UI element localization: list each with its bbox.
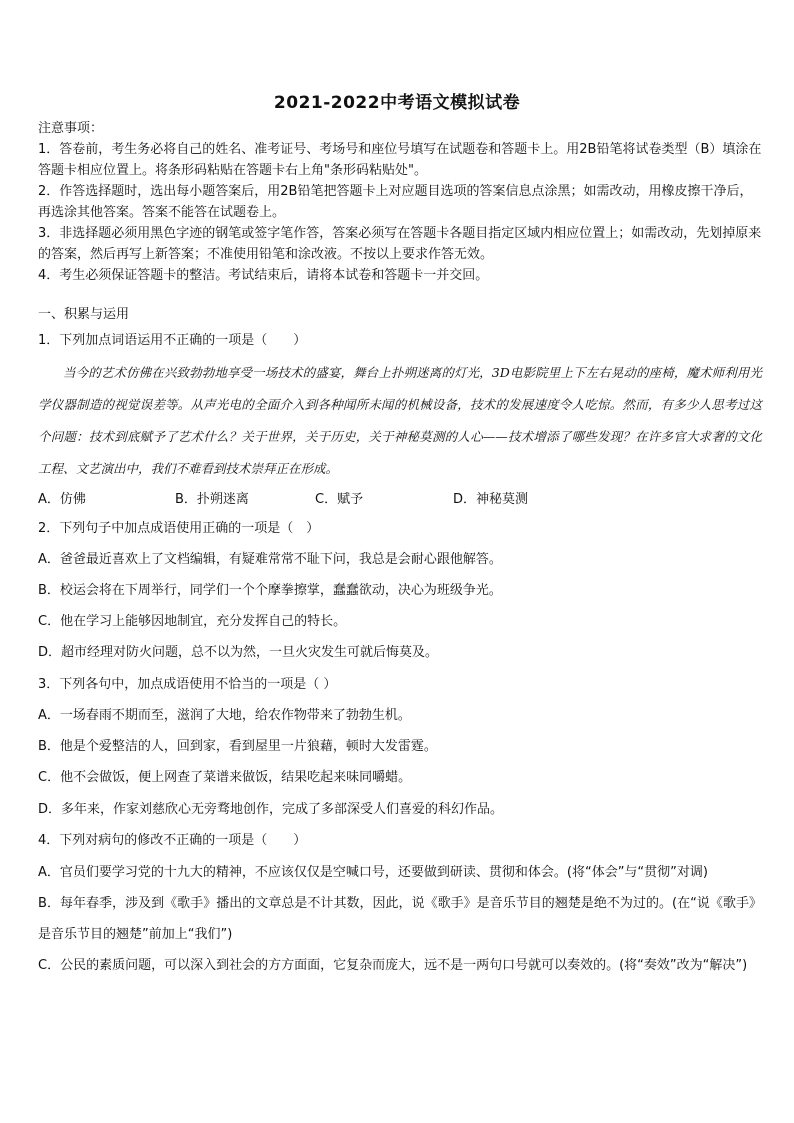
q1-option-b[interactable]: B．扑朔迷离 xyxy=(175,492,249,507)
question-1-stem: 1．下列加点词语运用不正确的一项是（ ） xyxy=(38,333,307,348)
question-4-stem: 4．下列对病句的修改不正确的一项是（ ） xyxy=(38,833,307,848)
section-heading: 一、积累与运用 xyxy=(38,307,130,322)
question-1-passage xyxy=(38,357,762,485)
notice-item-3: 3．非选择题必须用黑色字迹的钢笔或签字笔作答，答案必须写在答题卡各题目指定区域内相应位置上；如需改动，先划掉原来的答案，然后再写上新答案；不准使用铅笔和涂改液。不按以上要求作答无效。 xyxy=(38,226,762,262)
question-2-stem: 2．下列句子中加点成语使用正确的一项是（ ） xyxy=(38,521,320,536)
q4-option-c[interactable]: C．公民的素质问题，可以深入到社会的方方面面，它复杂而庞大，远不是一两句口号就可以奏效的。(将“奏效”改为“解决”) xyxy=(38,958,748,973)
q3-option-d[interactable]: D．多年来，作家刘慈欣心无旁骛地创作，完成了多部深受人们喜爱的科幻作品。 xyxy=(38,802,504,817)
notice-item-2: 2．作答选择题时，选出每小题答案后，用2B铅笔把答题卡上对应题目选项的答案信息点涂黑；如需改动，用橡皮擦干净后，再选涂其他答案。答案不能答在试题卷上。 xyxy=(38,184,753,220)
q4-option-b[interactable]: B．每年春季，涉及到《歌手》播出的文章总是不计其数，因此，说《歌手》是音乐节目的翘楚是绝不为过的。(在“说《歌手》是音乐节目的翘楚”前加上“我们”) xyxy=(38,896,762,942)
q4-option-a[interactable]: A．官员们要学习党的十九大的精神，不应该仅仅是空喊口号，还要做到研读、贯彻和体会。(将“体会”与“贯彻”对调) xyxy=(38,865,708,880)
q2-option-d[interactable]: D．超市经理对防火问题，总不以为然，一旦火灾发生可就后悔莫及。 xyxy=(38,645,439,660)
q2-option-a[interactable]: A．爸爸最近喜欢上了文档编辑，有疑难常常不耻下问，我总是会耐心跟他解答。 xyxy=(38,552,502,567)
question-4-options xyxy=(38,857,762,981)
exam-title: 2021-2022中考语文模拟试卷 xyxy=(273,93,521,113)
q2-option-c[interactable]: C．他在学习上能够因地制宜，充分发挥自己的特长。 xyxy=(38,614,347,629)
notice-heading: 注意事项： xyxy=(38,121,104,136)
q3-option-c[interactable]: C．他不会做饭，便上网查了菜谱来做饭，结果吃起来味同嚼蜡。 xyxy=(38,770,412,785)
passage-text: 当今的艺术仿佛在兴致勃勃地享受一场技术的盛宴，舞台上扑朔迷离的灯光，3D电影院里上下左右晃动的座椅，魔术师利用光学仪器制造的视觉误差等。从声光电的全面介入到各种闻所未闻的机械设备，技术的发展速度令人吃惊。然而，有多少人思考过这个问题：技术到底赋予了艺术什么？关于世界，关于历史，关于神秘莫测的人心——技术增添了哪些发现？在许多官大求奢的文化工程、文艺演出中，我们不难看到技术崇拜正在形成。 xyxy=(38,365,762,476)
question-1-options xyxy=(38,488,762,508)
notice-item-1: 1．答卷前，考生务必将自己的姓名、准考证号、考场号和座位号填写在试题卷和答题卡上。用2B铅笔将试卷类型（B）填涂在答题卡相应位置上。将条形码粘贴在答题卡右上角"条形码粘贴处"。 xyxy=(38,142,762,178)
q1-option-a[interactable]: A．仿佛 xyxy=(38,492,86,507)
question-3-stem: 3．下列各句中，加点成语使用不恰当的一项是（ ） xyxy=(38,677,337,692)
q3-option-a[interactable]: A．一场春雨不期而至，滋润了大地，给农作物带来了勃勃生机。 xyxy=(38,708,411,723)
notice-item-4: 4．考生必须保证答题卡的整洁。考试结束后，请将本试卷和答题卡一并交回。 xyxy=(38,268,489,283)
q2-option-b[interactable]: B．校运会将在下周举行，同学们一个个摩拳擦掌，蠢蠢欲动，决心为班级争光。 xyxy=(38,583,502,598)
q1-option-c[interactable]: C．赋予 xyxy=(315,492,364,507)
q3-option-b[interactable]: B．他是个爱整洁的人，回到家，看到屋里一片狼藉，顿时大发雷霆。 xyxy=(38,739,437,754)
q1-option-d[interactable]: D．神秘莫测 xyxy=(453,492,529,507)
notice-section xyxy=(38,118,762,286)
